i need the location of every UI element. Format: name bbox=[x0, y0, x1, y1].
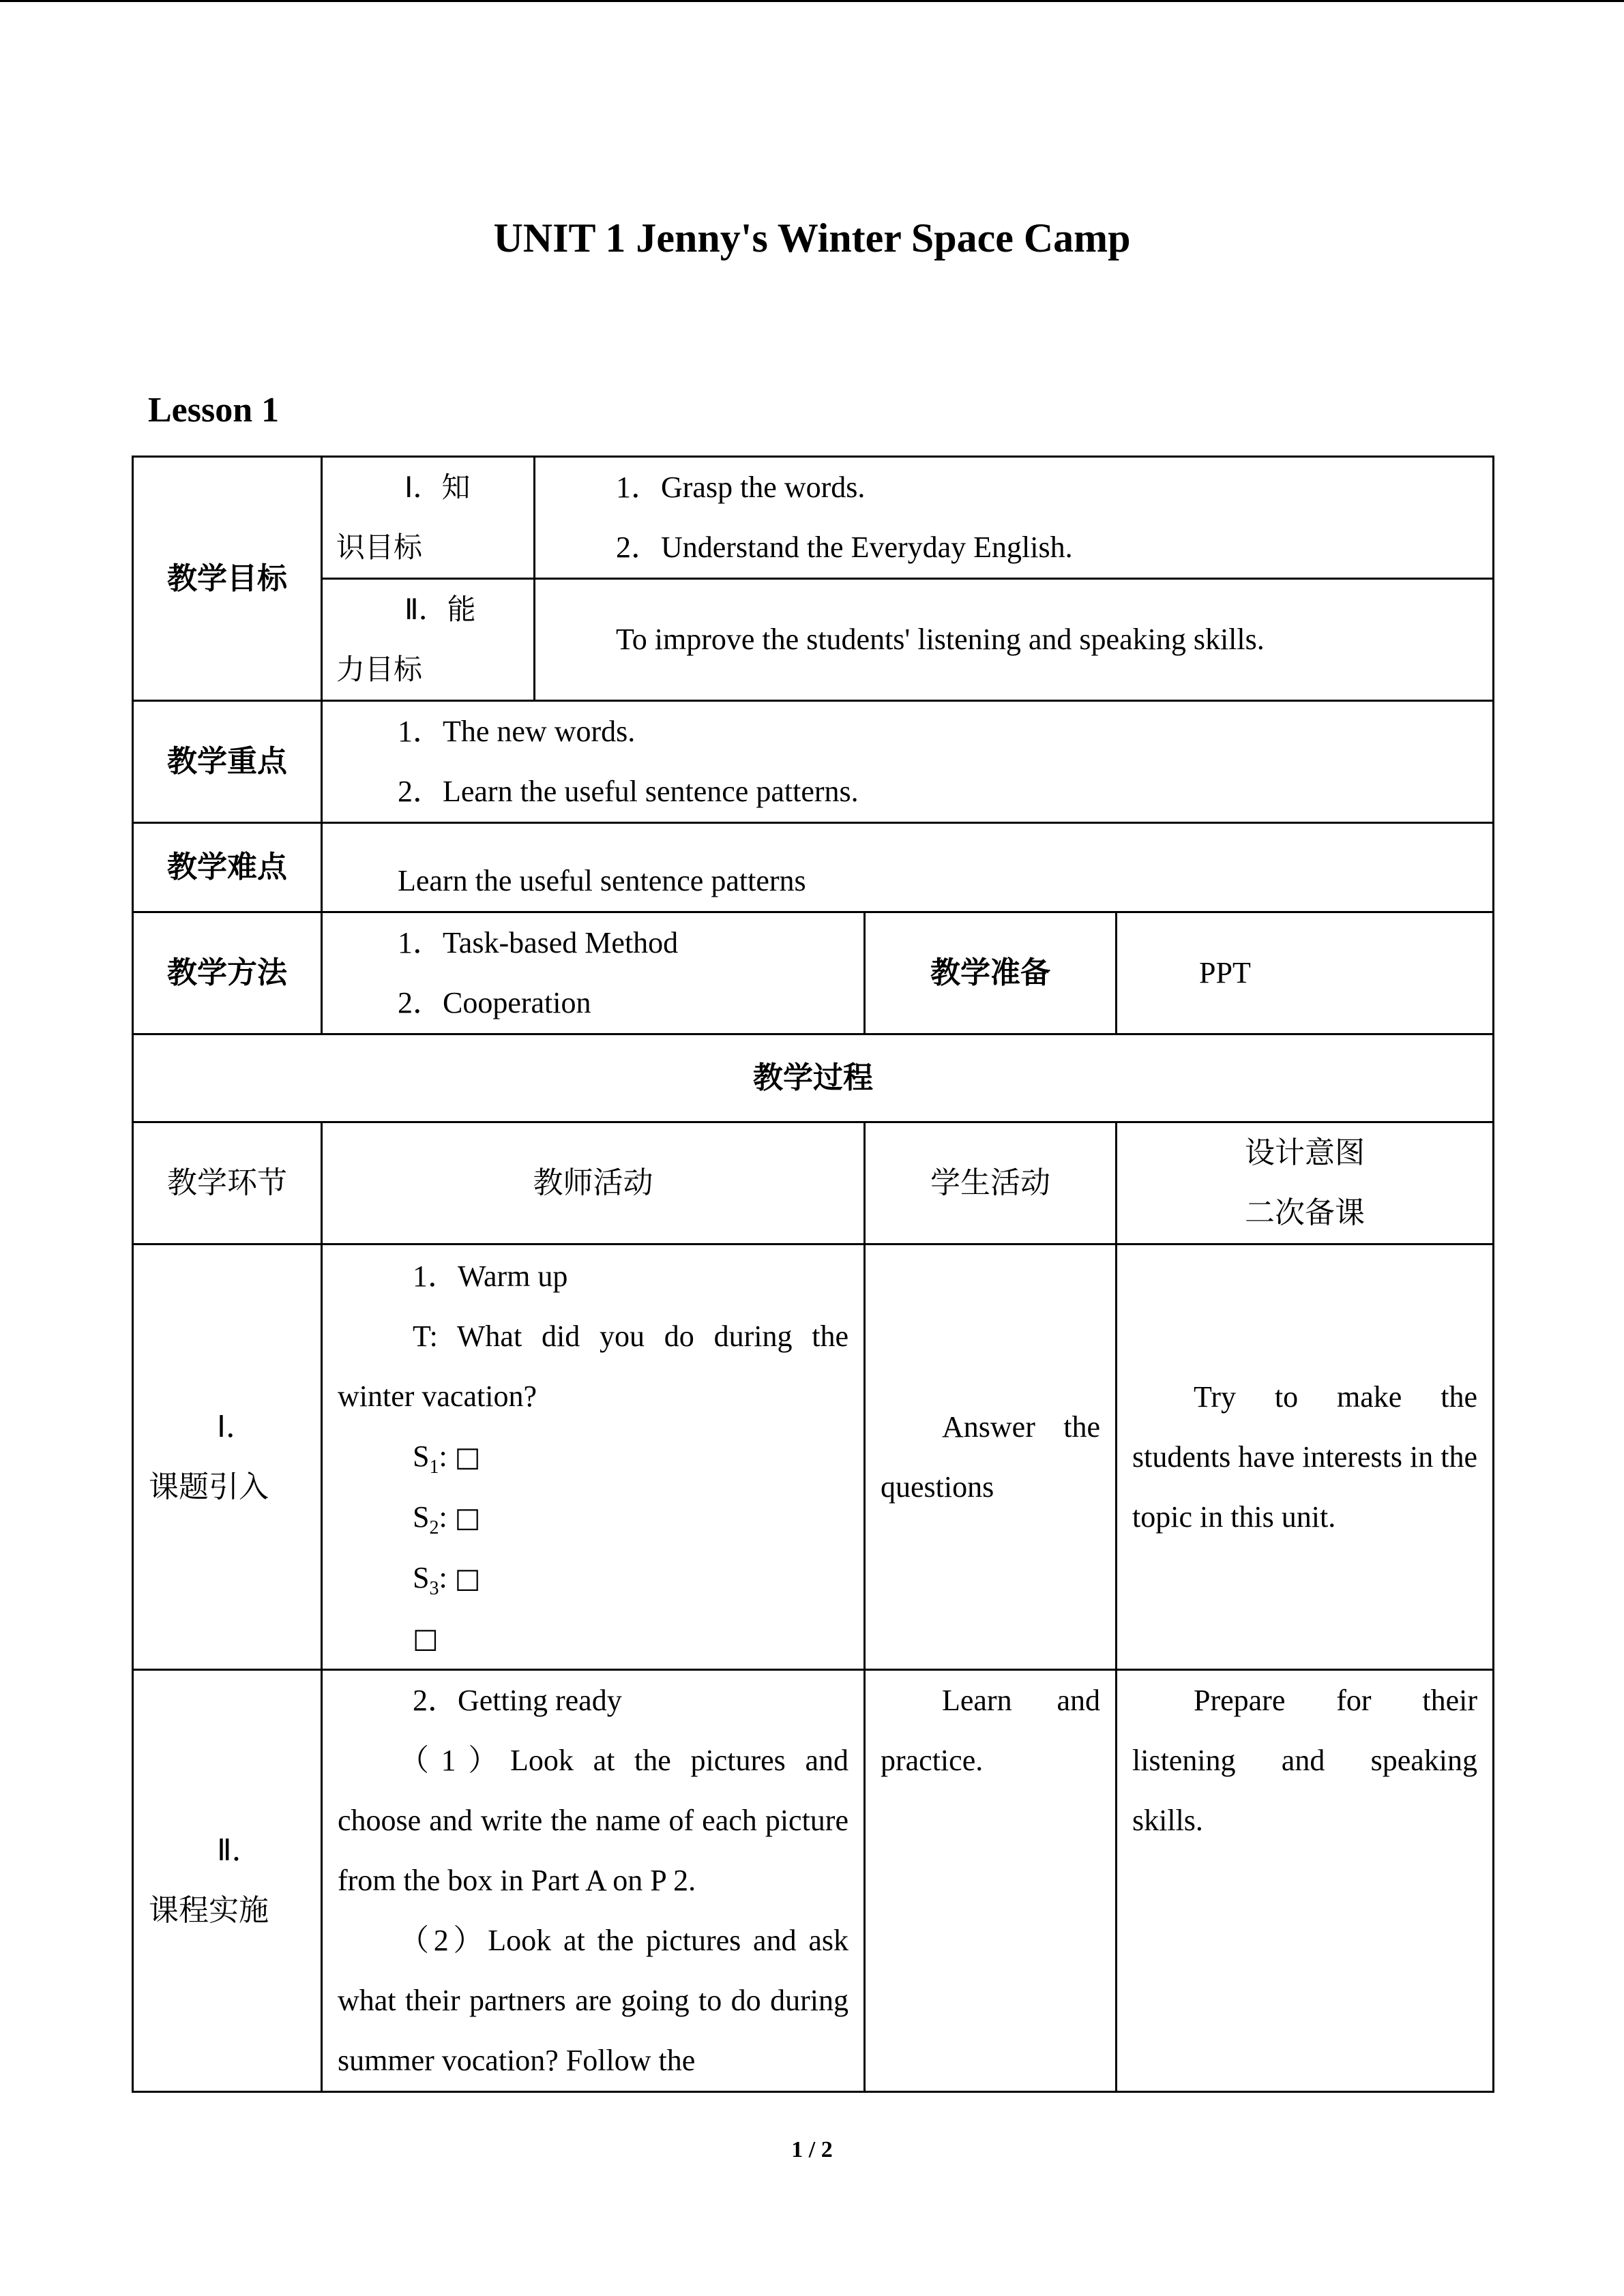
lesson-heading: Lesson 1 bbox=[148, 391, 280, 430]
knowledge-item: 2．Understand the Everyday English. bbox=[616, 531, 1073, 564]
student-activity-intro bbox=[865, 1244, 1117, 1670]
objectives-label: 教学目标 bbox=[133, 457, 322, 701]
col-header-design-line1: 设计意图 bbox=[1245, 1135, 1365, 1170]
stage-name: 课题引入 bbox=[149, 1469, 269, 1504]
design-intent-text: Prepare for their listening and speaking skills. bbox=[1132, 1684, 1477, 1837]
knowledge-goal-label: 识目标 bbox=[336, 531, 423, 564]
process-row-intro bbox=[133, 1244, 1494, 1670]
design-intent-implementation bbox=[1117, 1670, 1494, 2092]
teacher-activity-intro bbox=[322, 1244, 865, 1670]
stage-cell-intro bbox=[133, 1244, 322, 1670]
teacher-activity-implementation bbox=[322, 1670, 865, 2092]
student-response-1: $S_1$: □ bbox=[413, 1440, 481, 1478]
stage-cell-implementation bbox=[133, 1670, 322, 2092]
ability-goal-text: To improve the students' listening and speaking skills. bbox=[535, 579, 1494, 701]
stage-number: Ⅰ． bbox=[217, 1409, 256, 1444]
stage-name: 课程实施 bbox=[149, 1893, 269, 1928]
prep-label: 教学准备 bbox=[865, 912, 1117, 1034]
key-point-item: 1．The new words. bbox=[398, 715, 636, 748]
methods-label: 教学方法 bbox=[133, 912, 322, 1034]
student-activity-text: Answer the questions bbox=[881, 1410, 1100, 1504]
col-header-teacher: 教师活动 bbox=[322, 1122, 865, 1244]
empty-box-icon: □ bbox=[413, 1623, 439, 1654]
lesson-plan-table bbox=[132, 456, 1494, 2093]
key-points-row bbox=[133, 701, 1494, 823]
student-activity-implementation bbox=[865, 1670, 1117, 2092]
objectives-row-knowledge bbox=[133, 457, 1494, 579]
key-point-item: 2．Learn the useful sentence patterns. bbox=[398, 775, 859, 808]
difficult-points-label: 教学难点 bbox=[133, 823, 322, 912]
method-item: 1．Task-based Method bbox=[398, 926, 679, 959]
activity-heading: 1．Warm up bbox=[413, 1259, 568, 1293]
activity-step-1: （1）Look at the pictures and choose and write the name of each picture from the box in Part A on P 2. bbox=[338, 1744, 848, 1897]
knowledge-goal-index: Ⅰ．知 bbox=[404, 471, 471, 504]
activity-step-2: （2）Look at the pictures and ask what their partners are going to do during summer vocation? Follow the bbox=[338, 1924, 848, 2077]
process-column-headers bbox=[133, 1122, 1494, 1244]
difficult-points-text: Learn the useful sentence patterns bbox=[322, 823, 1494, 912]
key-points-items bbox=[322, 701, 1494, 823]
col-header-design bbox=[1117, 1122, 1494, 1244]
empty-box-icon: □ bbox=[454, 1563, 481, 1594]
page-indicator: 1 / 2 bbox=[791, 2137, 833, 2162]
methods-items bbox=[322, 912, 865, 1034]
knowledge-goal-items bbox=[535, 457, 1494, 579]
col-header-design-line2: 二次备课 bbox=[1245, 1195, 1365, 1230]
knowledge-goal-cell bbox=[322, 457, 535, 579]
difficult-points-row bbox=[133, 823, 1494, 912]
stage-number: Ⅱ． bbox=[217, 1833, 262, 1868]
process-heading-row bbox=[133, 1034, 1494, 1122]
design-intent-intro bbox=[1117, 1244, 1494, 1670]
student-activity-text: Learn and practice. bbox=[881, 1684, 1100, 1777]
ability-goal-cell bbox=[322, 579, 535, 701]
methods-row bbox=[133, 912, 1494, 1034]
activity-heading: 2．Getting ready bbox=[413, 1684, 622, 1717]
ability-goal-index: Ⅱ．能 bbox=[404, 593, 476, 626]
process-heading: 教学过程 bbox=[133, 1034, 1494, 1122]
process-row-implementation bbox=[133, 1670, 1494, 2092]
student-response-2: $S_2$: □ bbox=[413, 1500, 481, 1538]
design-intent-text: Try to make the students have interests in the topic in this unit. bbox=[1132, 1380, 1477, 1534]
student-response-3: $S_3$: □ bbox=[413, 1561, 481, 1599]
top-border-line bbox=[0, 0, 1624, 2]
empty-box-icon: □ bbox=[454, 1442, 481, 1473]
activity-question: T: What did you do during the winter vacation? bbox=[338, 1320, 848, 1413]
col-header-stage: 教学环节 bbox=[133, 1122, 322, 1244]
key-points-label: 教学重点 bbox=[133, 701, 322, 823]
col-header-student: 学生活动 bbox=[865, 1122, 1117, 1244]
knowledge-item: 1．Grasp the words. bbox=[616, 471, 866, 504]
objectives-row-ability bbox=[133, 579, 1494, 701]
page-title: UNIT 1 Jenny's Winter Space Camp bbox=[493, 215, 1131, 260]
ability-goal-label: 力目标 bbox=[336, 653, 423, 686]
prep-value: PPT bbox=[1117, 912, 1494, 1034]
method-item: 2．Cooperation bbox=[398, 986, 591, 1019]
empty-box-icon: □ bbox=[454, 1502, 481, 1534]
